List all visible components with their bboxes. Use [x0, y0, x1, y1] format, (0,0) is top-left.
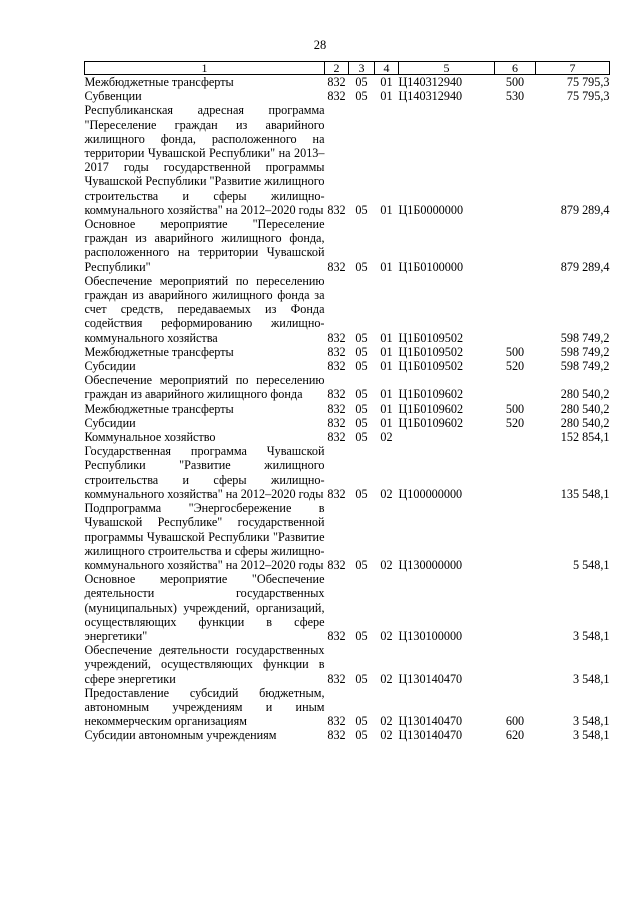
table-row [85, 373, 610, 401]
table-row [85, 89, 610, 103]
row-amount: 280 540,2 [560, 401, 610, 416]
table-row [85, 359, 610, 373]
header-col-6: 6 [495, 62, 536, 75]
row-name: Субсидии [84, 359, 136, 374]
table-row [85, 501, 610, 572]
row-target-article: Ц1Б0109502 [398, 344, 464, 359]
row-subsection-code: 02 [380, 486, 393, 501]
row-expense-type [495, 444, 536, 501]
row-expense-type: 530 [505, 89, 525, 104]
row-section-code: 05 [355, 415, 368, 430]
row-expense-type: 500 [505, 344, 525, 359]
row-section-code: 05 [355, 728, 368, 743]
row-subsection-code: 01 [380, 387, 393, 402]
row-expense-type [495, 643, 536, 686]
row-amount: 280 540,2 [560, 415, 610, 430]
row-expense-type: 520 [505, 359, 525, 374]
row-gr-code: 832 [327, 415, 346, 430]
row-gr-code: 832 [327, 728, 346, 743]
table-row [85, 103, 610, 217]
row-name: Основное мероприятие "Переселение граждан из аварийного жилищного фонда, расположенного на территории Чувашской Республики" [84, 217, 325, 274]
row-subsection-code: 01 [380, 202, 393, 217]
table-row [85, 643, 610, 686]
row-target-article: Ц1Б0109502 [398, 359, 464, 374]
row-gr-code: 832 [327, 89, 346, 104]
row-name: Основное мероприятие "Обеспечение деятельности государственных (муниципальных) учреждений, организаций, осуществляющих функции в сфере энергетики" [84, 572, 325, 643]
row-subsection-code: 02 [380, 628, 393, 643]
row-name: Межбюджетные трансферты [84, 401, 234, 416]
row-gr-code: 832 [327, 202, 346, 217]
row-expense-type: 520 [505, 415, 525, 430]
row-expense-type [495, 103, 536, 217]
row-section-code: 05 [355, 628, 368, 643]
row-name: Обеспечение мероприятий по переселению граждан из аварийного жилищного фонда за счет средств, передаваемых из Фонда содействия реформированию жилищно-коммунального хозяйства [84, 273, 325, 345]
row-amount: 3 548,1 [572, 628, 610, 643]
budget-table [84, 61, 610, 743]
page-number: 28 [313, 38, 327, 52]
row-name: Предоставление субсидий бюджетным, автономным учреждениям и иным некоммерческим организациям [84, 685, 325, 729]
row-name: Субсидии автономным учреждениям [84, 728, 277, 743]
row-section-code: 05 [355, 75, 368, 89]
row-name: Коммунальное хозяйство [84, 430, 216, 445]
row-target-article: Ц100000000 [398, 486, 463, 501]
row-subsection-code: 02 [380, 671, 393, 686]
row-name: Подпрограмма "Энергосбережение в Чувашской Республике" государственной программы Чувашской Республики "Развитие жилищного строительства и сферы жилищно-коммунального хозяйства" на 2012–2020 годы [84, 501, 325, 572]
row-gr-code: 832 [327, 486, 346, 501]
row-section-code: 05 [355, 259, 368, 274]
row-gr-code: 832 [327, 714, 346, 729]
row-section-code: 05 [355, 387, 368, 402]
row-subsection-code: 02 [380, 430, 393, 445]
row-amount: 598 749,2 [560, 344, 610, 359]
table-body [85, 75, 610, 743]
row-expense-type [495, 501, 536, 572]
row-section-code: 05 [355, 671, 368, 686]
header-col-1: 1 [85, 62, 325, 75]
row-target-article: Ц1Б0109602 [398, 401, 464, 416]
table-row [85, 430, 610, 444]
row-amount: 75 795,3 [566, 75, 610, 89]
row-gr-code: 832 [327, 75, 346, 89]
row-amount: 135 548,1 [560, 486, 610, 501]
row-section-code: 05 [355, 430, 368, 445]
row-name: Государственная программа Чувашской Республики "Развитие жилищного строительства и сферы жилищно-коммунального хозяйства" на 2012–2020 годы [84, 444, 325, 501]
row-gr-code: 832 [327, 330, 346, 345]
row-target-article: Ц130100000 [398, 628, 463, 643]
row-subsection-code: 02 [380, 728, 393, 743]
row-amount: 879 289,4 [560, 259, 610, 274]
table-row [85, 402, 610, 416]
row-gr-code: 832 [327, 628, 346, 643]
row-expense-type: 500 [505, 75, 525, 89]
row-target-article [399, 430, 495, 444]
row-name: Обеспечение мероприятий по переселению граждан из аварийного жилищного фонда [84, 373, 325, 402]
row-name: Обеспечение деятельности государственных учреждений, осуществляющих функции в сфере энергетики [84, 643, 325, 686]
table-row [85, 572, 610, 643]
row-amount: 3 548,1 [572, 714, 610, 729]
row-amount: 598 749,2 [560, 330, 610, 345]
row-section-code: 05 [355, 89, 368, 104]
header-row [85, 62, 610, 75]
table-row [85, 75, 610, 90]
row-expense-type [495, 430, 536, 444]
row-subsection-code: 01 [380, 330, 393, 345]
row-name: Субсидии [84, 415, 136, 430]
row-target-article: Ц130140470 [398, 671, 463, 686]
row-amount: 3 548,1 [572, 728, 610, 743]
row-target-article: Ц130000000 [398, 557, 463, 572]
row-target-article: Ц130140470 [398, 728, 463, 743]
row-subsection-code: 01 [380, 75, 393, 89]
row-target-article: Ц1Б0000000 [398, 202, 464, 217]
row-section-code: 05 [355, 401, 368, 416]
row-target-article: Ц1Б0109602 [398, 415, 464, 430]
row-gr-code: 832 [327, 259, 346, 274]
row-section-code: 05 [355, 330, 368, 345]
row-gr-code: 832 [327, 401, 346, 416]
row-subsection-code: 01 [380, 259, 393, 274]
row-expense-type [495, 217, 536, 274]
row-section-code: 05 [355, 344, 368, 359]
row-expense-type: 620 [505, 728, 525, 743]
row-gr-code: 832 [327, 430, 346, 445]
row-name: Субвенции [84, 89, 142, 104]
header-col-3: 3 [349, 62, 375, 75]
row-amount: 879 289,4 [560, 202, 610, 217]
row-subsection-code: 01 [380, 89, 393, 104]
row-section-code: 05 [355, 557, 368, 572]
header-col-5: 5 [399, 62, 495, 75]
row-gr-code: 832 [327, 387, 346, 402]
row-expense-type: 600 [505, 714, 525, 729]
row-amount: 152 854,1 [560, 430, 610, 445]
row-amount: 5 548,1 [572, 557, 610, 572]
row-gr-code: 832 [327, 671, 346, 686]
row-amount: 598 749,2 [560, 359, 610, 374]
row-name: Межбюджетные трансферты [84, 75, 234, 89]
row-target-article: Ц130140470 [398, 714, 463, 729]
row-target-article: Ц1Б0100000 [398, 259, 464, 274]
row-name: Межбюджетные трансферты [84, 344, 234, 359]
table-row [85, 686, 610, 729]
row-subsection-code: 02 [380, 557, 393, 572]
header-col-2: 2 [325, 62, 349, 75]
table-row [85, 416, 610, 430]
table-row [85, 217, 610, 274]
table-row [85, 444, 610, 501]
row-subsection-code: 01 [380, 401, 393, 416]
row-target-article: Ц1Б0109502 [398, 330, 464, 345]
row-subsection-code: 02 [380, 714, 393, 729]
row-amount: 280 540,2 [560, 387, 610, 402]
row-section-code: 05 [355, 486, 368, 501]
row-expense-type [495, 274, 536, 345]
row-amount: 3 548,1 [572, 671, 610, 686]
row-section-code: 05 [355, 714, 368, 729]
row-expense-type [495, 373, 536, 401]
row-expense-type: 500 [505, 401, 525, 416]
row-subsection-code: 01 [380, 344, 393, 359]
row-expense-type [495, 572, 536, 643]
row-name: Республиканская адресная программа "Переселение граждан из аварийного жилищного фонда, расположенного на территории Чувашской Республики" на 2013–2017 годы государственной программы Чувашской Республики "Развитие жилищного строительства и сферы жилищно-коммунального хозяйства" на 2012–2020 годы [84, 103, 325, 217]
row-gr-code: 832 [327, 359, 346, 374]
row-target-article: Ц1Б0109602 [398, 387, 464, 402]
row-amount: 75 795,3 [566, 89, 610, 104]
row-target-article: Ц140312940 [398, 75, 463, 89]
row-target-article: Ц140312940 [398, 89, 463, 104]
row-section-code: 05 [355, 202, 368, 217]
row-gr-code: 832 [327, 557, 346, 572]
table-row [85, 728, 610, 742]
header-col-7: 7 [536, 62, 610, 75]
row-gr-code: 832 [327, 344, 346, 359]
header-col-4: 4 [375, 62, 399, 75]
row-subsection-code: 01 [380, 415, 393, 430]
table-row [85, 345, 610, 359]
row-subsection-code: 01 [380, 359, 393, 374]
row-section-code: 05 [355, 359, 368, 374]
table-row [85, 274, 610, 345]
